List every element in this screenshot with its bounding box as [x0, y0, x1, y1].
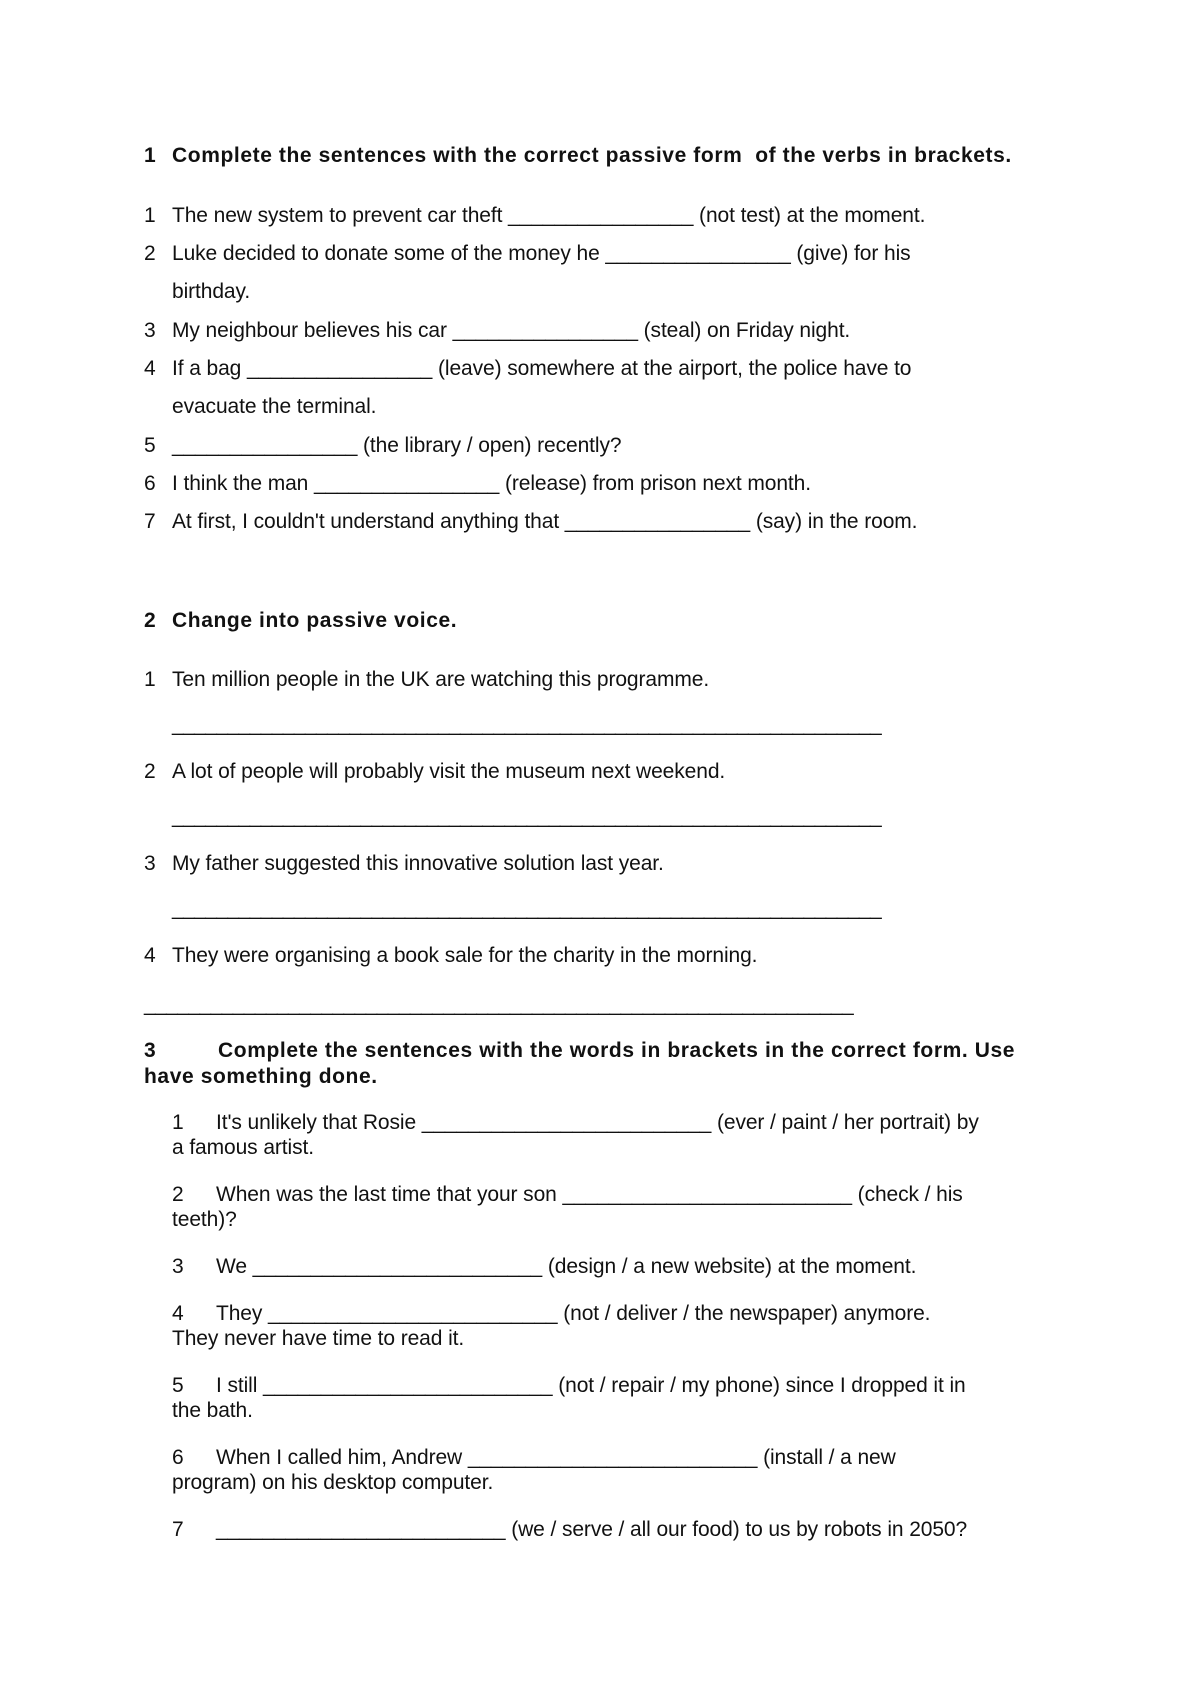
s3-item-2-num: 2 — [172, 1183, 184, 1206]
s1-item-5-num: 5 — [144, 434, 156, 457]
s3-item-1-num: 1 — [172, 1111, 184, 1134]
section3-title: Complete the sentences with the words in brackets in the correct form. Use — [218, 1039, 1016, 1062]
s1-item-2-num: 2 — [144, 242, 156, 265]
s2-item-1-text: Ten million people in the UK are watching this programme. — [172, 668, 710, 691]
s2-item-3-num: 3 — [144, 852, 156, 875]
s2-item-2-num: 2 — [144, 760, 156, 783]
s1-item-3-text: My neighbour believes his car ________________ (steal) on Friday night. — [172, 319, 851, 342]
s3-item-2-text: When was the last time that your son _________________________ (check / his — [216, 1183, 963, 1206]
section3-number: 3 — [144, 1039, 157, 1062]
s2-item-3-text: My father suggested this innovative solution last year. — [172, 852, 664, 875]
s3-item-6-text-cont: program) on his desktop computer. — [172, 1471, 494, 1494]
s2-item-1-answer-line[interactable]: ________________________________________________________________ — [172, 713, 882, 736]
s3-item-2-text-cont: teeth)? — [172, 1208, 237, 1231]
s1-item-7-text: At first, I couldn't understand anything that ________________ (say) in the room. — [172, 510, 918, 533]
s3-item-7-text: _________________________ (we / serve / all our food) to us by robots in 2050? — [216, 1518, 968, 1541]
section1-title: Complete the sentences with the correct passive form of the verbs in brackets. — [172, 144, 1012, 167]
section1-number: 1 — [144, 144, 157, 167]
s3-item-6-num: 6 — [172, 1446, 184, 1469]
s1-item-5-text: ________________ (the library / open) recently? — [172, 434, 622, 457]
s3-item-4-text-cont: They never have time to read it. — [172, 1327, 465, 1350]
s2-item-4-num: 4 — [144, 944, 156, 967]
section2-number: 2 — [144, 609, 157, 632]
s2-item-4-answer-line[interactable]: ________________________________________________________________ — [144, 993, 854, 1016]
section2-title: Change into passive voice. — [172, 609, 458, 632]
s3-item-5-text: I still _________________________ (not / repair / my phone) since I dropped it in — [216, 1374, 966, 1397]
s3-item-7-num: 7 — [172, 1518, 184, 1541]
s3-item-3-num: 3 — [172, 1255, 184, 1278]
s3-item-4-num: 4 — [172, 1302, 184, 1325]
s2-item-2-answer-line[interactable]: ________________________________________________________________ — [172, 805, 882, 828]
s3-item-6-text: When I called him, Andrew _________________________ (install / a new — [216, 1446, 896, 1469]
s1-item-4-num: 4 — [144, 357, 156, 380]
s3-item-4-text: They _________________________ (not / deliver / the newspaper) anymore. — [216, 1302, 931, 1325]
s1-item-7-num: 7 — [144, 510, 156, 533]
s1-item-6-text: I think the man ________________ (release) from prison next month. — [172, 472, 811, 495]
s2-item-3-answer-line[interactable]: ________________________________________________________________ — [172, 897, 882, 920]
section3-title-cont: have something done. — [144, 1065, 378, 1088]
s3-item-3-text: We _________________________ (design / a new website) at the moment. — [216, 1255, 917, 1278]
s3-item-1-text-cont: a famous artist. — [172, 1136, 314, 1159]
s3-item-5-text-cont: the bath. — [172, 1399, 253, 1422]
s2-item-4-text: They were organising a book sale for the charity in the morning. — [172, 944, 758, 967]
s1-item-4-text-cont: evacuate the terminal. — [172, 395, 377, 418]
s1-item-2-text-cont: birthday. — [172, 280, 251, 303]
s3-item-1-text: It's unlikely that Rosie _________________________ (ever / paint / her portrait) by — [216, 1111, 979, 1134]
s1-item-1-num: 1 — [144, 204, 156, 227]
s1-item-6-num: 6 — [144, 472, 156, 495]
s2-item-2-text: A lot of people will probably visit the museum next weekend. — [172, 760, 726, 783]
s2-item-1-num: 1 — [144, 668, 156, 691]
s1-item-2-text: Luke decided to donate some of the money he ________________ (give) for his — [172, 242, 911, 265]
s3-item-5-num: 5 — [172, 1374, 184, 1397]
s1-item-3-num: 3 — [144, 319, 156, 342]
s1-item-4-text: If a bag ________________ (leave) somewhere at the airport, the police have to — [172, 357, 912, 380]
s1-item-1-text: The new system to prevent car theft ________________ (not test) at the moment. — [172, 204, 926, 227]
